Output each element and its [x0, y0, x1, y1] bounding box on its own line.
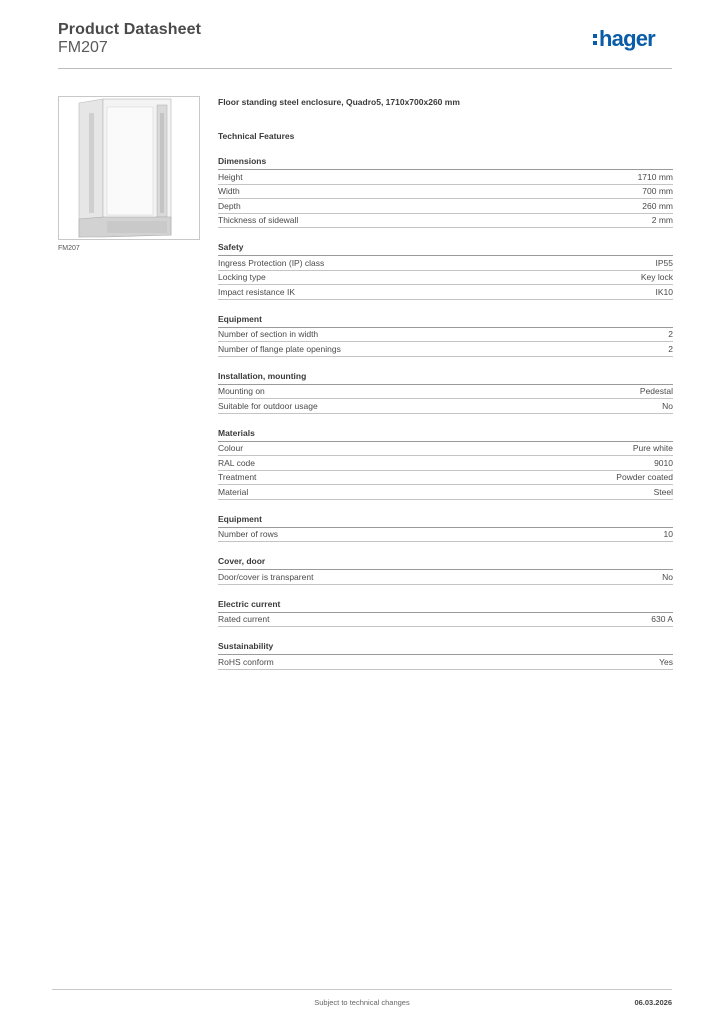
spec-row: [218, 170, 673, 185]
spec-sections: [218, 156, 673, 670]
spec-section: [218, 641, 673, 670]
spec-label: Number of rows: [218, 529, 278, 539]
spec-row: [218, 613, 673, 628]
product-name: Floor standing steel enclosure, Quadro5, 1710x700x260 mm: [218, 97, 460, 107]
logo-wordmark: hager: [599, 26, 655, 51]
datasheet-content: [218, 96, 673, 670]
spec-label: Depth: [218, 200, 241, 211]
spec-value: 1710 mm: [637, 171, 673, 182]
section-title: Installation, mounting: [218, 371, 673, 385]
section-title: Sustainability: [218, 641, 673, 655]
section-title: Equipment: [218, 514, 673, 528]
spec-value: Yes: [659, 656, 673, 667]
spec-value: 260 mm: [642, 200, 673, 211]
spec-section: [218, 156, 673, 228]
spec-label: Width: [218, 186, 240, 196]
spec-label: Treatment: [218, 472, 257, 482]
spec-value: No: [662, 571, 673, 582]
enclosure-illustration-icon: [59, 97, 199, 239]
spec-label: Suitable for outdoor usage: [218, 400, 318, 411]
spec-value: IP55: [655, 257, 673, 268]
section-title: Cover, door: [218, 556, 673, 570]
spec-value: Pedestal: [639, 386, 673, 396]
spec-row: [218, 285, 673, 300]
product-image: [58, 96, 200, 240]
spec-value: 700 mm: [642, 186, 673, 196]
spec-value: 10: [663, 529, 673, 539]
spec-row: [218, 271, 673, 286]
spec-row: [218, 570, 673, 585]
spec-row: [218, 471, 673, 486]
spec-label: Locking type: [218, 272, 266, 282]
section-title: Dimensions: [218, 156, 673, 170]
spec-value: Key lock: [640, 272, 673, 282]
spec-label: Number of section in width: [218, 329, 319, 339]
spec-row: [218, 399, 673, 414]
spec-row: [218, 456, 673, 471]
spec-label: RoHS conform: [218, 656, 274, 667]
spec-value: Pure white: [632, 443, 673, 453]
spec-section: [218, 514, 673, 543]
hager-logo: [593, 28, 655, 50]
spec-label: Material: [218, 486, 249, 497]
section-title: Safety: [218, 242, 673, 256]
spec-label: Rated current: [218, 614, 270, 624]
page-title: Product Datasheet: [58, 21, 202, 38]
spec-value: IK10: [655, 286, 673, 297]
spec-label: Mounting on: [218, 386, 265, 396]
spec-row: [218, 485, 673, 500]
footer-divider: [52, 989, 672, 990]
image-caption: FM207: [58, 245, 80, 252]
spec-row: [218, 214, 673, 229]
spec-label: Impact resistance IK: [218, 286, 296, 297]
spec-row: [218, 185, 673, 200]
spec-label: Ingress Protection (IP) class: [218, 257, 325, 268]
spec-row: [218, 385, 673, 400]
spec-section: [218, 428, 673, 500]
spec-label: Number of flange plate openings: [218, 343, 341, 354]
spec-label: RAL code: [218, 457, 256, 468]
spec-value: Powder coated: [616, 472, 673, 482]
spec-label: Door/cover is transparent: [218, 571, 314, 582]
spec-section: [218, 556, 673, 585]
spec-section: [218, 314, 673, 357]
spec-value: 630 A: [651, 614, 673, 624]
spec-label: Colour: [218, 443, 244, 453]
product-code: FM207: [58, 39, 108, 56]
spec-section: [218, 599, 673, 628]
spec-row: [218, 199, 673, 214]
spec-label: Thickness of sidewall: [218, 215, 299, 225]
section-title: Materials: [218, 428, 673, 442]
spec-value: No: [662, 400, 673, 411]
spec-row: [218, 328, 673, 343]
spec-row: [218, 342, 673, 357]
spec-label: Height: [218, 171, 243, 182]
spec-section: [218, 242, 673, 300]
spec-value: Steel: [653, 486, 673, 497]
spec-value: 2 mm: [651, 215, 673, 225]
spec-value: 9010: [654, 457, 673, 468]
header-divider: [58, 68, 672, 69]
spec-value: 2: [668, 343, 673, 354]
spec-row: [218, 442, 673, 457]
spec-value: 2: [668, 329, 673, 339]
spec-row: [218, 528, 673, 543]
spec-row: [218, 655, 673, 670]
footer-note: Subject to technical changes: [314, 998, 410, 1007]
section-title: Equipment: [218, 314, 673, 328]
section-title: Electric current: [218, 599, 673, 613]
logo-dots-icon: [593, 34, 597, 45]
technical-features-heading: Technical Features: [218, 131, 295, 141]
footer-date: 06.03.2026: [634, 998, 672, 1007]
spec-section: [218, 371, 673, 414]
spec-row: [218, 256, 673, 271]
